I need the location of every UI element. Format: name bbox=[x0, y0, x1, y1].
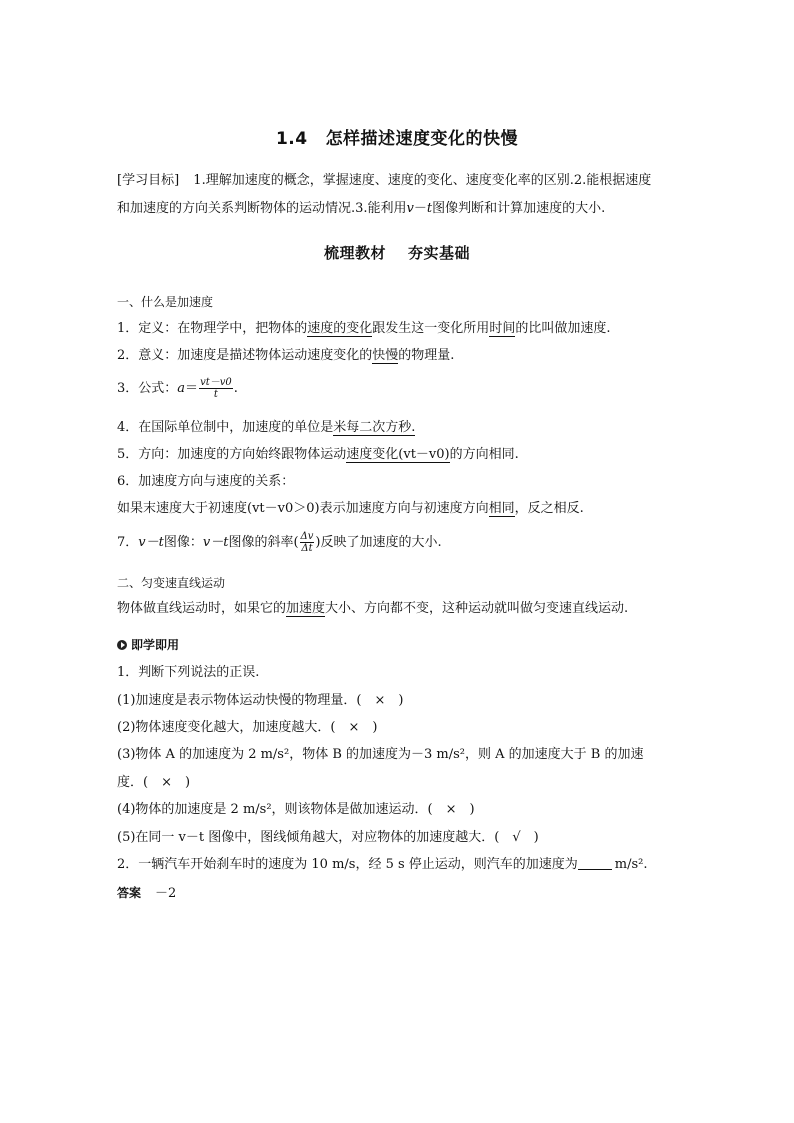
section-heading-part2: 夯实基础 bbox=[408, 244, 471, 262]
item-relation-detail bbox=[117, 500, 584, 518]
goal-label: [学习目标] bbox=[117, 173, 180, 188]
question-2 bbox=[117, 856, 648, 874]
item6b-underline: 相同 bbox=[488, 501, 515, 516]
statement-3-line-2: 度．( × ) bbox=[117, 775, 191, 790]
answer-label: 答案 bbox=[117, 886, 142, 900]
learning-goal-line-2 bbox=[117, 200, 605, 218]
goal-text-2b: 图像判断和计算加速度的大小. bbox=[432, 201, 606, 216]
item-relation: 6．加速度方向与速度的关系： bbox=[117, 474, 295, 489]
goal-text-1: 1.理解加速度的概念，掌握速度、速度的变化、速度变化率的区别.2.能根据速度 bbox=[193, 173, 652, 188]
item5-text-a: 5．方向：加速度的方向始终跟物体运动 bbox=[117, 447, 347, 462]
title-text: 怎样描述速度变化的快慢 bbox=[325, 129, 519, 149]
part2-text-b: 大小、方向都不变，这种运动就叫做匀变速直线运动. bbox=[325, 601, 629, 616]
part2-underline: 加速度 bbox=[286, 601, 326, 616]
item7-text-b: 图像： bbox=[163, 535, 203, 550]
item7-text-a: 7． bbox=[117, 535, 139, 550]
item-formula bbox=[117, 376, 238, 402]
formula-fraction bbox=[199, 377, 233, 400]
item7-text-c: 图像的斜率( bbox=[228, 535, 299, 550]
formula-denominator: t bbox=[213, 389, 218, 400]
goal-text-2a: 和加速度的方向关系判断物体的运动情况.3.能利用 bbox=[117, 201, 407, 216]
item-vt-graph bbox=[117, 530, 442, 556]
question-1: 1．判断下列说法的正误. bbox=[117, 665, 260, 680]
formula-end: . bbox=[233, 381, 238, 396]
part2-text-a: 物体做直线运动时，如果它的 bbox=[117, 601, 287, 616]
statement-3-line-1: (3)物体 A 的加速度为 2 m/s²，物体 B 的加速度为－3 m/s²，则 A 的加速度大于 B 的加速 bbox=[117, 747, 644, 762]
play-circle-icon bbox=[117, 640, 127, 650]
section-heading bbox=[0, 242, 794, 263]
item-meaning bbox=[117, 347, 454, 365]
answer-blank bbox=[578, 857, 612, 870]
item5-text-b: 的方向相同. bbox=[449, 447, 519, 462]
item2-text-b: 的物理量. bbox=[398, 348, 455, 363]
item1-text-c: 的比叫做加速度. bbox=[515, 321, 611, 336]
item-unit bbox=[117, 419, 415, 437]
item4-underline: 米每二次方秒. bbox=[333, 420, 416, 435]
item1-underline-1: 速度的变化 bbox=[307, 321, 373, 336]
item1-underline-2: 时间 bbox=[489, 321, 516, 336]
part2-text bbox=[117, 600, 628, 618]
part1-heading: 一、什么是加速度 bbox=[117, 295, 214, 309]
slope-numerator: Δv bbox=[300, 531, 314, 542]
item7-var-2: v－t bbox=[202, 535, 229, 550]
goal-minus: － bbox=[413, 201, 427, 216]
answer-line bbox=[117, 884, 176, 903]
item-direction bbox=[117, 446, 519, 464]
formula-numerator: vt－v0 bbox=[200, 377, 232, 388]
answer-value: －2 bbox=[155, 886, 177, 901]
item1-text-b: 跟发生这一变化所用 bbox=[372, 321, 490, 336]
item-definition bbox=[117, 320, 610, 338]
question-2-text: 2．一辆汽车开始刹车时的速度为 10 m/s，经 5 s 停止运动，则汽车的加速度为 bbox=[117, 857, 578, 872]
section-heading-part1: 梳理教材 bbox=[323, 244, 386, 262]
practice-heading-text: 即学即用 bbox=[131, 638, 180, 652]
goal-var-v: v bbox=[406, 201, 414, 216]
statement-2: (2)物体速度变化越大，加速度越大．( × ) bbox=[117, 720, 378, 735]
slope-denominator: Δt bbox=[301, 543, 313, 554]
formula-equals: ＝ bbox=[185, 381, 199, 396]
section-number: 1.4 bbox=[275, 129, 308, 149]
part2-heading: 二、匀变速直线运动 bbox=[117, 576, 226, 590]
page-title bbox=[0, 124, 794, 149]
item4-text-a: 4．在国际单位制中，加速度的单位是 bbox=[117, 420, 334, 435]
item1-text-a: 1．定义：在物理学中，把物体的 bbox=[117, 321, 308, 336]
item5-underline: 速度变化(vt－v0) bbox=[346, 447, 450, 462]
statement-4: (4)物体的加速度是 2 m/s²，则该物体是做加速运动．( × ) bbox=[117, 802, 475, 817]
goal-var-t: t bbox=[426, 201, 433, 216]
statement-5: (5)在同一 v－t 图像中，图线倾角越大，对应物体的加速度越大．( √ ) bbox=[117, 830, 539, 845]
item3-text-a: 3．公式： bbox=[117, 381, 178, 396]
statement-1: (1)加速度是表示物体运动快慢的物理量．( × ) bbox=[117, 693, 404, 708]
practice-heading bbox=[117, 636, 179, 654]
question-2-unit: m/s². bbox=[614, 857, 648, 872]
item6b-text-b: ，反之相反. bbox=[514, 501, 584, 516]
slope-fraction bbox=[300, 531, 315, 554]
item6b-text-a: 如果末速度大于初速度(vt－v0＞0)表示加速度方向与初速度方向 bbox=[117, 501, 489, 516]
item7-text-d: )反映了加速度的大小. bbox=[315, 535, 442, 550]
item2-text-a: 2．意义：加速度是描述物体运动速度变化的 bbox=[117, 348, 373, 363]
learning-goal-line-1 bbox=[117, 172, 651, 190]
item2-underline: 快慢 bbox=[372, 348, 399, 363]
item7-var-1: v－t bbox=[138, 535, 164, 550]
formula-var-a: a bbox=[177, 381, 186, 396]
